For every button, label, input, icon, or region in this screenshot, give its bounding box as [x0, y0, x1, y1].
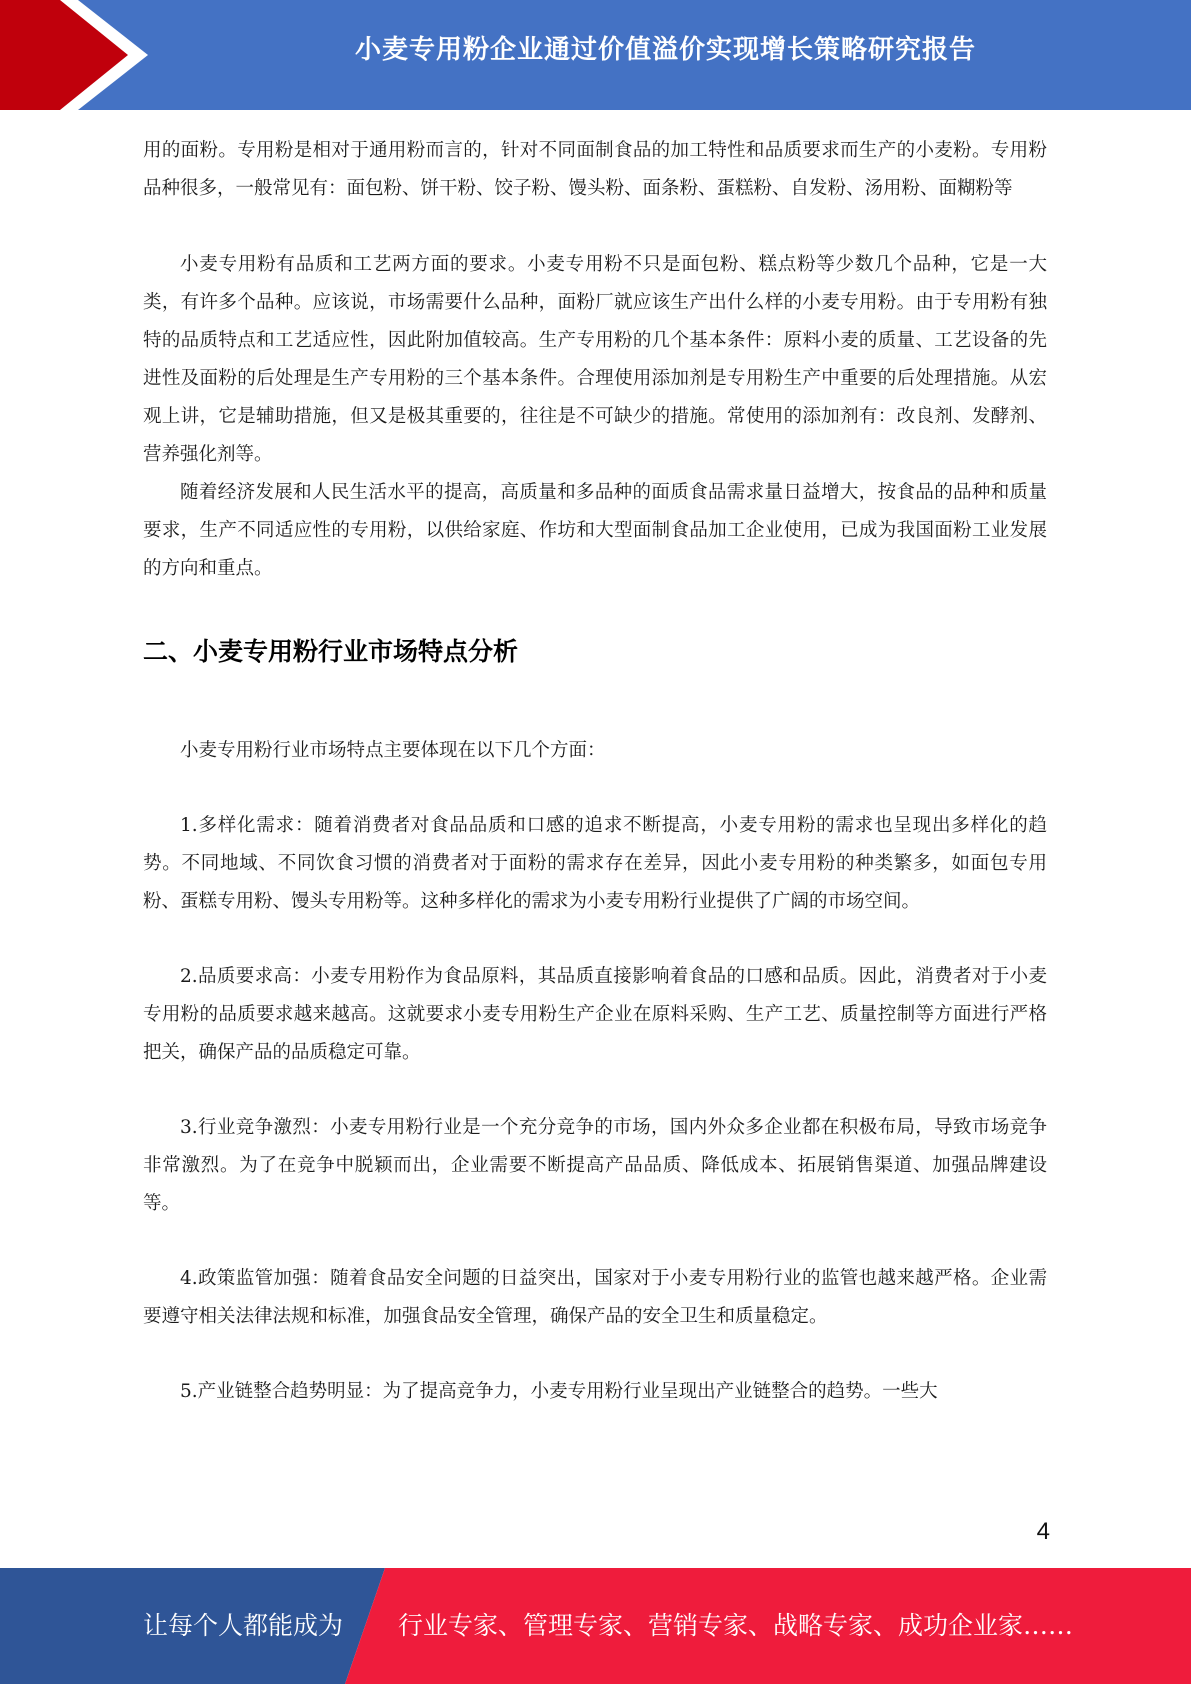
- report-title: 小麦专用粉企业通过价值溢价实现增长策略研究报告: [354, 35, 976, 65]
- section-heading: 二、小麦专用粉行业市场特点分析: [143, 637, 519, 666]
- point-industry-chain: 5.产业链整合趋势明显：为了提高竞争力，小麦专用粉行业呈现出产业链整合的趋势。一些大: [180, 1381, 938, 1402]
- header-arrow-icon: [0, 0, 160, 110]
- body-content: [143, 132, 1047, 1411]
- footer-slogan-left: 让每个人都能成为: [143, 1611, 344, 1640]
- point-diversified-demand: 1.多样化需求：随着消费者对食品品质和口感的追求不断提高，小麦专用粉的需求也呈现出多样化的趋势。不同地域、不同饮食习惯的消费者对于面粉的需求存在差异，因此小麦专用粉的种类繁多，如面包专用粉、蛋糕专用粉、馒头专用粉等。这种多样化的需求为小麦专用粉行业提供了广阔的市场空间。: [143, 815, 1047, 912]
- footer-banner: [0, 1568, 1191, 1684]
- point-policy-regulation: 4.政策监管加强：随着食品安全问题的日益突出，国家对于小麦专用粉行业的监管也越来越严格。企业需要遵守相关法律法规和标准，加强食品安全管理，确保产品的安全卫生和质量稳定。: [143, 1268, 1047, 1327]
- paragraph-continuation: 用的面粉。专用粉是相对于通用粉而言的，针对不同面制食品的加工特性和品质要求而生产的小麦粉。专用粉品种很多，一般常见有：面包粉、饼干粉、饺子粉、馒头粉、面条粉、蛋糕粉、自发粉、汤用粉、面糊粉等: [143, 140, 1047, 199]
- page-number: 4: [1036, 1518, 1050, 1545]
- section-intro: 小麦专用粉行业市场特点主要体现在以下几个方面：: [180, 740, 606, 761]
- point-quality-requirements: 2.品质要求高：小麦专用粉作为食品原料，其品质直接影响着食品的口感和品质。因此，消费者对于小麦专用粉的品质要求越来越高。这就要求小麦专用粉生产企业在原料采购、生产工艺、质量控制等方面进行严格把关，确保产品的品质稳定可靠。: [143, 966, 1047, 1063]
- paragraph-requirements: 小麦专用粉有品质和工艺两方面的要求。小麦专用粉不只是面包粉、糕点粉等少数几个品种，它是一大类，有许多个品种。应该说，市场需要什么品种，面粉厂就应该生产出什么样的小麦专用粉。由于专用粉有独特的品质特点和工艺适应性，因此附加值较高。生产专用粉的几个基本条件：原料小麦的质量、工艺设备的先进性及面粉的后处理是生产专用粉的三个基本条件。合理使用添加剂是专用粉生产中重要的后处理措施。从宏观上讲，它是辅助措施，但又是极其重要的，往往是不可缺少的措施。常使用的添加剂有：改良剂、发酵剂、营养强化剂等。: [143, 254, 1047, 465]
- footer-slogan-right: 行业专家、管理专家、营销专家、战略专家、成功企业家……: [398, 1611, 1074, 1640]
- paragraph-development: 随着经济发展和人民生活水平的提高，高质量和多品种的面质食品需求量日益增大，按食品的品种和质量要求，生产不同适应性的专用粉，以供给家庭、作坊和大型面制食品加工企业使用，已成为我国面粉工业发展的方向和重点。: [143, 482, 1047, 579]
- point-fierce-competition: 3.行业竞争激烈：小麦专用粉行业是一个充分竞争的市场，国内外众多企业都在积极布局，导致市场竞争非常激烈。为了在竞争中脱颖而出，企业需要不断提高产品品质、降低成本、拓展销售渠道、加强品牌建设等。: [143, 1117, 1047, 1214]
